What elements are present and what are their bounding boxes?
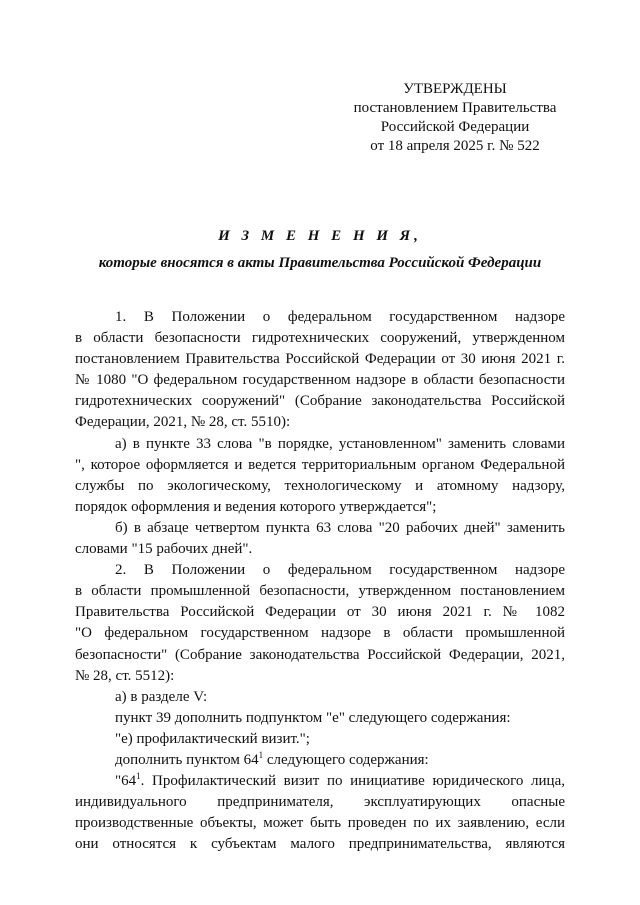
- body-line-text: № 28, ст. 5512):: [75, 667, 175, 684]
- body-line-text: службы по экологическому, технологическому и атомному надзору,: [75, 477, 565, 494]
- body-line-text: № 1080 "О федеральном государственном надзоре в области безопасности: [75, 372, 565, 389]
- body-line-text: словами "15 рабочих дней".: [75, 541, 253, 558]
- body-line-text: безопасности" (Собрание законодательства Российской Федерации, 2021,: [75, 646, 565, 663]
- body-line: [75, 771, 565, 792]
- body-line: [75, 328, 565, 349]
- body-line-text: "64: [115, 773, 137, 790]
- body-line: [75, 623, 565, 644]
- body-line: [75, 602, 565, 623]
- body-line-text: б) в абзаце четвертом пункта 63 слова "20 рабочих дней" заменить: [115, 519, 565, 536]
- body-line-text: постановлением Правительства Российской Федерации от 30 июня 2021 г.: [75, 351, 565, 368]
- body-line-text-after: следующего содержания:: [263, 751, 429, 768]
- body-line: [75, 539, 565, 560]
- body-line-text: производственные объекты, может быть проведен по их заявлению, если: [75, 815, 565, 832]
- approval-line-1: постановлением Правительства: [353, 100, 557, 116]
- approval-line-2: Российской Федерации: [380, 119, 530, 135]
- body-line: [75, 708, 565, 729]
- body-line-text: порядок оформления и ведения которого утверждается";: [75, 498, 437, 515]
- body-line: [75, 560, 565, 581]
- body-line-text: дополнить пунктом 64: [115, 751, 259, 768]
- body-line: [75, 391, 565, 412]
- body-line: [75, 792, 565, 813]
- body-line-text: индивидуального предпринимателя, эксплуатирующих опасные: [75, 794, 565, 811]
- body-line: [75, 834, 565, 855]
- body-line: [75, 412, 565, 433]
- body-line: [75, 370, 565, 391]
- body-line-text: 2. В Положении о федеральном государственном надзоре: [115, 562, 565, 579]
- body-line-text: "О федеральном государственном надзоре в области промышленной: [75, 625, 565, 642]
- body-line-text: 1. В Положении о федеральном государственном надзоре: [115, 309, 565, 325]
- body-line: [75, 687, 565, 708]
- approval-title: УТВЕРЖДЕНЫ: [403, 81, 507, 97]
- body-line: [75, 645, 565, 666]
- body-line-text: Правительства Российской Федерации от 30 июня 2021 г. № 1082: [75, 604, 565, 621]
- body-line: [75, 497, 565, 518]
- body-line: [75, 349, 565, 370]
- document-subtitle: которые вносятся в акты Правительства Российской Федерации: [98, 255, 542, 271]
- document-title: И З М Е Н Е Н И Я,: [218, 228, 422, 244]
- body-line: [75, 307, 565, 328]
- body-line: [75, 581, 565, 602]
- body-line: [75, 750, 565, 771]
- body-line-text: а) в разделе V:: [115, 688, 208, 705]
- body-line-text: "е) профилактический визит.";: [115, 730, 310, 747]
- body-line-text-after: . Профилактический визит по инициативе юридического лица,: [140, 773, 565, 790]
- body-line-text: в области промышленной безопасности, утвержденном постановлением: [75, 583, 565, 600]
- body-line-text: а) в пункте 33 слова "в порядке, установленном" заменить словами: [115, 435, 565, 452]
- body-line-text: пункт 39 дополнить подпунктом "е" следующего содержания:: [115, 709, 511, 726]
- body-line-text: гидротехнических сооружений" (Собрание законодательства Российской: [75, 393, 565, 410]
- body-line: [75, 729, 565, 750]
- body-line-text: в области безопасности гидротехнических сооружений, утвержденном: [75, 330, 565, 347]
- body-line: [75, 813, 565, 834]
- body-line: [75, 455, 565, 476]
- superscript: 1: [136, 771, 141, 782]
- body-line-text: Федерации, 2021, № 28, ст. 5510):: [75, 414, 291, 431]
- body-line: [75, 518, 565, 539]
- approval-line-3: от 18 апреля 2025 г. № 522: [370, 138, 540, 154]
- body-line: [75, 434, 565, 455]
- body-line: [75, 476, 565, 497]
- body-line-text: они относятся к субъектам малого предпринимательства, являются: [75, 836, 565, 853]
- superscript: 1: [258, 749, 264, 760]
- body-line: [75, 666, 565, 687]
- body-line-text: ", которое оформляется и ведется территориальным органом Федеральной: [75, 456, 565, 473]
- document-body: [75, 307, 565, 855]
